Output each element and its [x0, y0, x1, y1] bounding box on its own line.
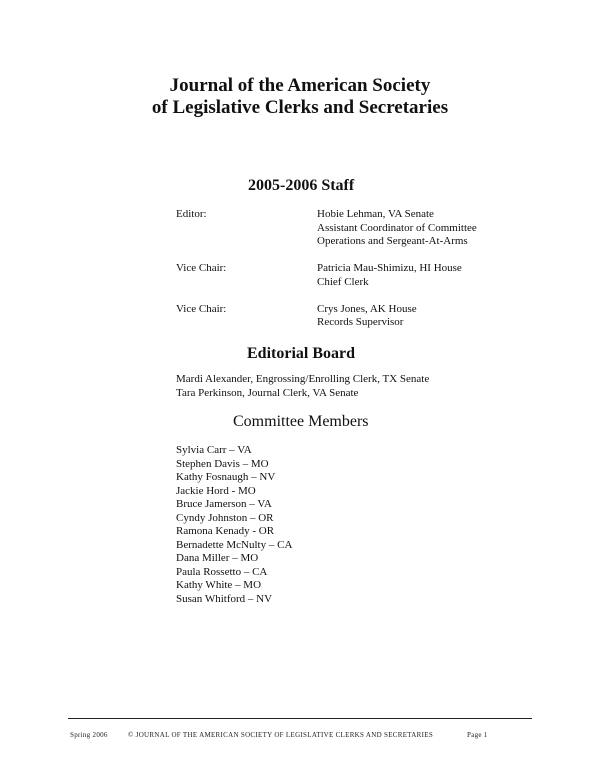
staff-detail-line: Hobie Lehman, VA Senate	[317, 208, 434, 220]
staff-detail-line: Crys Jones, AK House	[317, 302, 417, 315]
footer-issue: Spring 2006	[70, 731, 108, 739]
staff-detail-line: Patricia Mau-Shimizu, HI House	[317, 262, 462, 274]
staff-role: Vice Chair:	[176, 262, 227, 274]
committee-member: Paula Rossetto – CA	[176, 565, 268, 578]
committee-member: Stephen Davis – MO	[176, 457, 269, 470]
committee-member-list	[176, 444, 292, 606]
staff-detail	[317, 208, 536, 249]
footer-copyright: © JOURNAL OF THE AMERICAN SOCIETY OF LEGISLATIVE CLERKS AND SECRETARIES	[128, 731, 434, 739]
committee-member: Kathy Fosnaugh – NV	[176, 471, 276, 483]
committee-member: Susan Whitford – NV	[176, 592, 273, 605]
committee-member: Kathy White – MO	[176, 579, 262, 591]
journal-title-line-2: of Legislative Clerks and Secretaries	[151, 97, 449, 118]
staff-detail	[317, 303, 536, 330]
staff-table	[176, 208, 536, 343]
editorial-board-member: Tara Perkinson, Journal Clerk, VA Senate	[176, 386, 359, 399]
staff-heading: 2005-2006 Staff	[248, 177, 355, 194]
committee-heading: Committee Members	[233, 413, 369, 430]
staff-detail-line: Records Supervisor	[317, 316, 404, 328]
staff-detail	[317, 262, 536, 289]
committee-member: Bernadette McNulty – CA	[176, 538, 293, 551]
committee-member: Ramona Kenady - OR	[176, 525, 275, 537]
staff-role: Editor:	[176, 208, 207, 220]
editorial-board-member: Mardi Alexander, Engrossing/Enrolling Clerk, TX Senate	[176, 373, 430, 385]
committee-member: Jackie Hord - MO	[176, 484, 256, 497]
footer-page-number: Page 1	[467, 731, 488, 739]
committee-member: Sylvia Carr – VA	[176, 444, 252, 456]
staff-row	[176, 262, 536, 289]
committee-member: Bruce Jamerson – VA	[176, 498, 272, 510]
editorial-board-list	[176, 373, 429, 400]
editorial-board-heading: Editorial Board	[247, 345, 356, 362]
committee-member: Dana Miller – MO	[176, 552, 259, 564]
staff-detail-line: Chief Clerk	[317, 275, 369, 288]
staff-detail-line: Assistant Coordinator of Committee	[317, 221, 477, 234]
footer-rule	[68, 718, 532, 719]
staff-row	[176, 208, 536, 249]
staff-detail-line: Operations and Sergeant-At-Arms	[317, 235, 468, 247]
committee-member: Cyndy Johnston – OR	[176, 511, 274, 524]
staff-role: Vice Chair:	[176, 302, 227, 315]
journal-title-line-1: Journal of the American Society	[169, 75, 431, 96]
staff-row	[176, 303, 536, 330]
